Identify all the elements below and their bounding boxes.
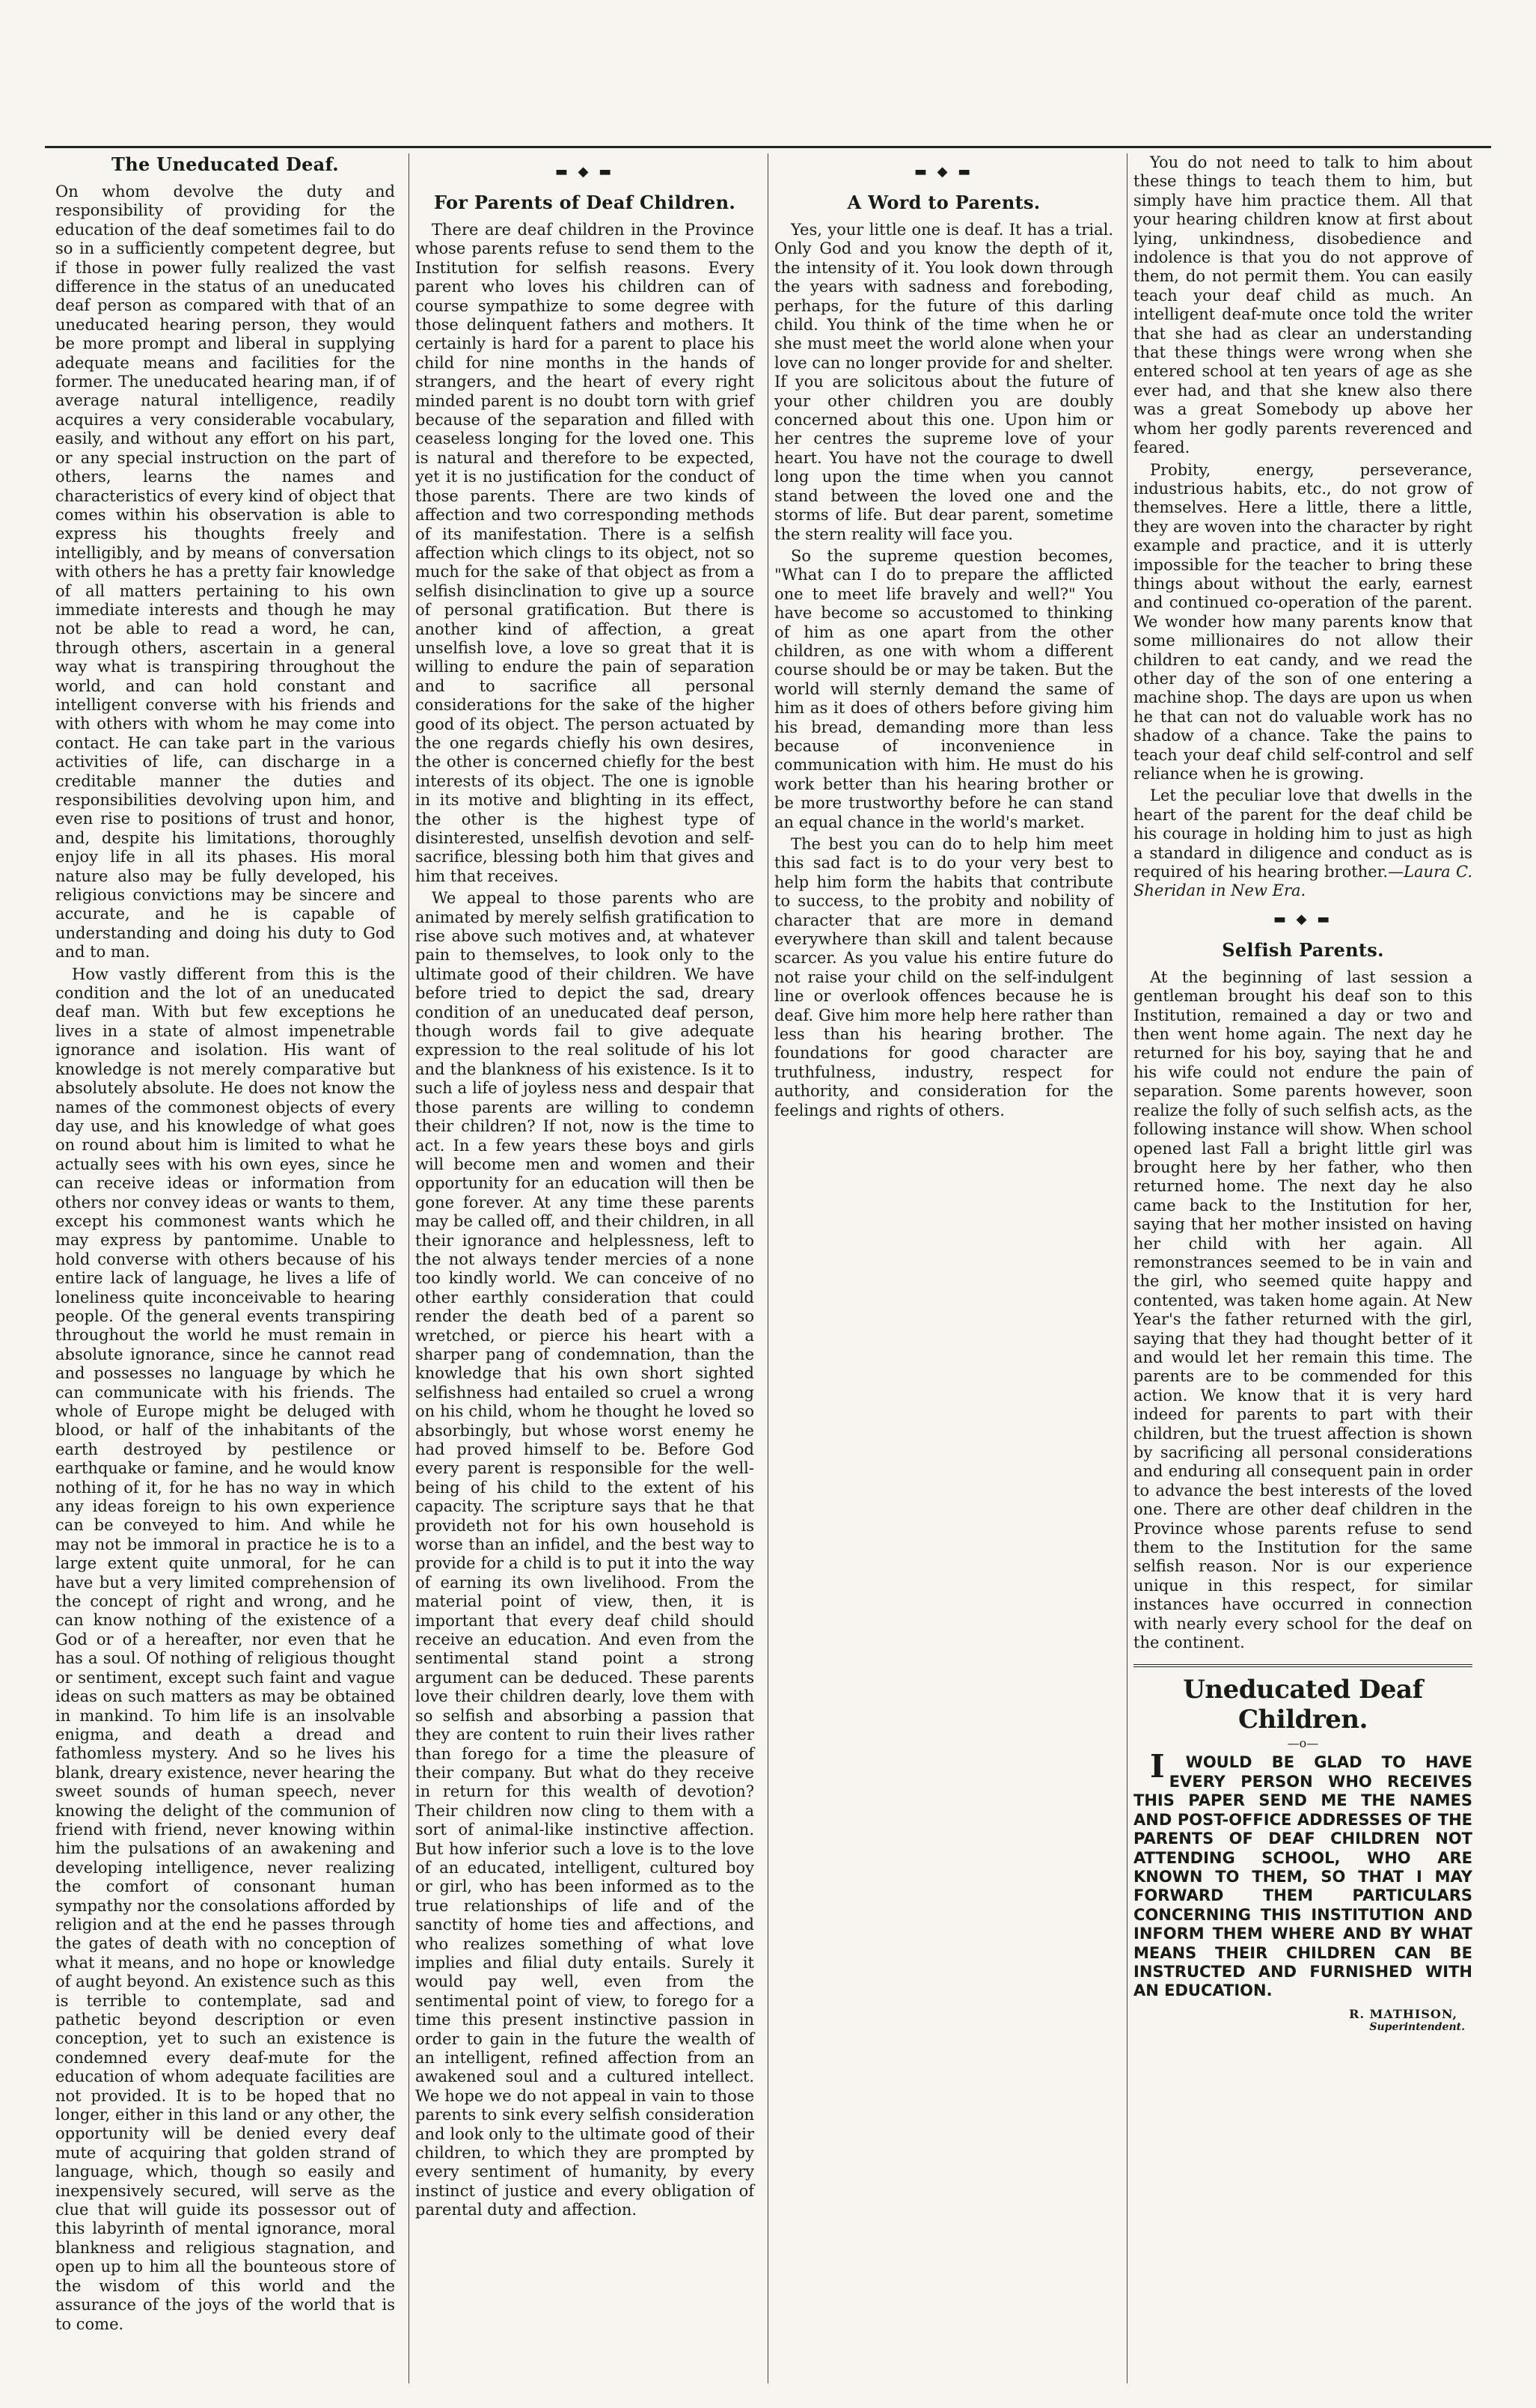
notice-box [1133,1675,1472,2032]
column-1 [49,153,401,2383]
notice-title: Uneducated Deaf Children. [1183,1675,1423,1735]
notice-rule [1133,1664,1472,1667]
article-paragraph: So the supreme question becomes, "What can I do to prepare the afflicted one to meet life bravely and well?" You have become so accustomed to thinking of him as one apart from the other children, as one with whom a different course should be or may be taken. But the world will sternly demand the same of him as it does of others before giving him his bread, demanding more than less because of inconvenience in communication with him. He must do his work better than his hearing brother or be more trustworthy before he can stand an equal chance in the world's market. [774,546,1113,831]
notice-text: WOULD BE GLAD TO HAVE EVERY PERSON WHO RECEIVES THIS PAPER SEND ME THE NAMES AND POST-OFFICE ADDRESSES OF THE PARENTS OF DEAF CHILDREN NOT ATTENDING SCHOOL, WHO ARE KNOWN TO THEM, SO THAT I MAY FORWARD THEM PARTICULARS CONCERNING THIS INSTITUTION AND INFORM THEM WHERE AND BY WHAT MEANS THEIR CHILDREN CAN BE INSTRUCTED AND FURNISHED WITH AN EDUCATION. [1133,1753,1472,2000]
column-3 [768,153,1119,2383]
article-paragraph: The best you can do to help him meet this sad fact is to do your very best to help him form the habits that contribute to success, to the probity and nobility of character that are more in demand everywhere than skill and talent because scarcer. As you value his entire future do not raise your child on the self-indulgent line or overlook offences because he is deaf. Give him more help here rather than less than his hearing brother. The foundations for good character are truthfulness, industry, respect for authority, and consideration for the feelings and rights of others. [774,835,1113,1119]
notice-signature: R. MATHISON, [1349,2006,1457,2021]
article-paragraph-text: Let the peculiar love that dwells in the heart of the parent for the deaf child be his courage in holding him to just as high a standard in diligence and conduct as is required of his hearing brother. [1133,786,1472,881]
article-title-for-parents: For Parents of Deaf Children. [434,192,735,213]
top-rule [45,146,1491,148]
notice-body [1133,1748,1472,2000]
article-separator: ▬ ◆ ▬ [914,164,974,180]
article-paragraph: At the beginning of last session a gentleman brought his deaf son to this Institution, remained a day or two and then went home again. The next day he returned for his boy, saying that he and his wife could not endure the pain of separation. Some parents however, soon realize the folly of such selfish acts, as the following instance will show. When school opened last Fall a bright little girl was brought here by her father, who then returned home. The next day he also came back to the Institution for her, saying that her mother insisted on having her child with her again. All remonstrances seemed to be in vain and the girl, who seemed quite happy and contented, was taken home again. At New Year's the father returned with the girl, saying that they had thought better of it and would let her remain this time. The parents are to be commended for this action. We know that it is very hard indeed for parents to part with their children, but the truest affection is shown by sacrificing all personal considerations and enduring all consequent pain in order to advance the best interests of the loved one. There are other deaf children in the Province whose parents refuse to send them to the Institution for the same selfish reason. Nor is our experience unique in this respect, for similar instances have occurred in connection with nearly every school for the deaf on the continent. [1133,968,1472,1652]
column-4 [1127,153,1478,2383]
column-2 [409,153,760,2383]
article-paragraph: On whom devolve the duty and responsibility of providing for the education of the deaf sometimes fail to do so in a sufficiently competent degree, but if those in power fully realized the vast difference in the status of an uneducated deaf person as compared with that of an uneducated hearing person, they would be more prompt and liberal in supplying adequate means and facilities for the former. The uneducated hearing man, if of average natural intelligence, readily acquires a very considerable vocabulary, easily, and without any effort on his part, or any special instruction on the part of others, learns the names and characteristics of every kind of object that comes within his observation is able to express his thoughts freely and intelligibly, and by means of conversation with others he has a pretty fair knowledge of all matters pertaining to his own immediate interests and though he may not be able to read a word, he can, through others, ascertain in a general way what is transpiring throughout the world, and can hold constant and intelligent converse with his friends and with others with whom he may come into contact. He can take part in the various activities of life, can discharge in a creditable manner the duties and responsibilities devolving upon him, and even rise to positions of trust and honor, and, despite his limitations, thoroughly enjoy life in all its phases. His moral nature also may be fully developed, his religious convictions may be sincere and accurate, and he is capable of understanding and doing his duty to God and to man. [55,183,395,962]
article-title-uneducated-deaf: The Uneducated Deaf. [111,153,339,175]
notice-ornament: —o— [1287,1736,1319,1751]
article-paragraph: We appeal to those parents who are animated by merely selfish gratification to rise above such motives and, at whatever pain to themselves, to look only to the ultimate good of their children. We have before tried to depict the sad, dreary condition of an uneducated deaf person, though words fail to give adequate expression to the real solitude of his lot and the blankness of his existence. Is it to such a life of joyless ness and despair that those parents are willing to condemn their children? If not, now is the time to act. In a few years these boys and girls will become men and women and their opportunity for an education will then be gone forever. At any time these parents may be called off, and their children, in all their ignorance and helplessness, left to the not always tender mercies of a none too kindly world. We can conceive of no other earthly consideration that could render the death bed of a parent so wretched, or pierce his heart with a sharper pang of condemnation, than the knowledge that his own short sighted selfishness had entailed so cruel a wrong on his child, whom he thought he loved so absorbingly, but whose worst enemy he had proved himself to be. Before God every parent is responsible for the well-being of his child to the extent of his capacity. The scripture says that he that provideth not for his own household is worse than an infidel, and the best way to provide for a child is to put it into the way of earning its own livelihood. From the material point of view, then, it is important that every deaf child should receive an education. And even from the sentimental stand point a strong argument can be deduced. These parents love their children dearly, love them with so selfish and absorbing a passion that they are content to ruin their lives rather than forego for a time the pleasure of their company. But what do they receive in return for this wealth of devotion? Their children now cling to them with a sort of animal-like instinctive affection. But how inferior such a love is to the love of an educated, intelligent, cultured boy or girl, who has been informed as to the true relationships of life and of the sanctity of home ties and affections, and who realizes something of what love implies and filial duty entails. Surely it would pay well, even from the sentimental point of view, to forego for a time this present instinctive passion in order to gain in the future the wealth of an intelligent, refined affection from an awakened soul and a cultured intellect. We hope we do not appeal in vain to those parents to sink every selfish consideration and look only to the ultimate good of their children, to which they are prompted by every sentiment of humanity, by every instinct of justice and every obligation of parental duty and affection. [415,889,754,2219]
article-paragraph: Probity, energy, perseverance, industrious habits, etc., do not grow of themselves. Here a little, there a little, they are woven into the character by right example and practice, and it is utterly impossible for the teacher to bring these things about without the early, earnest and continued co-operation of the parent. We wonder how many parents know that some millionaires do not allow their children to eat candy, and we read the other day of the son of one entering a machine shop. The days are upon us when he that can not do valuable work has no shadow of a chance. Take the pains to teach your deaf child self-control and self reliance when he is growing. [1133,460,1472,783]
article-separator: ▬ ◆ ▬ [1273,911,1333,927]
article-title-word-to-parents: A Word to Parents. [847,192,1041,213]
article-paragraph: You do not need to talk to him about these things to teach them to him, but simply have him practice them. All that your hearing children know at first about lying, unkindness, disobedience and indolence is that you do not approve of them, do not permit them. You can easily teach your deaf child as much. An intelligent deaf-mute once told the writer that she had as clear an understanding that these things were wrong when she entered school at ten years of age as she ever had, and that she knew also there was a great Somebody up above her whom her godly parents reverenced and feared. [1133,153,1472,457]
article-byline: Laura C. Sheridan in New Era. [1133,863,1473,900]
article-paragraph: Yes, your little one is deaf. It has a trial. Only God and you know the depth of it, the intensity of it. You look down through the years with sadness and foreboding, perhaps, for the future of this darling child. You think of the time when he or she must meet the world alone when your love can no longer provide for and shelter. If you are solicitous about the future of your other children you are doubly concerned about this one. Upon him or her centres the supreme love of your heart. You have not the courage to dwell long upon the time when you cannot stand between the loved one and the storms of life. But dear parent, sometime the stern reality will face you. [774,221,1113,543]
article-separator: ▬ ◆ ▬ [554,164,615,180]
article-title-selfish-parents: Selfish Parents. [1222,938,1384,961]
column-layout [49,153,1486,2383]
article-paragraph: There are deaf children in the Province whose parents refuse to send them to the Institution for selfish reasons. Every parent who loves his children can of course sympathize to some degree with those delinquent fathers and mothers. It certainly is hard for a parent to place his child for nine months in the hands of strangers, and the heart of every right minded parent is no doubt torn with grief because of the separation and filled with ceaseless longing for the loved one. This is natural and therefore to be expected, yet it is no justification for the conduct of those parents. There are two kinds of affection and two corresponding methods of its manifestation. There is a selfish affection which clings to its object, not so much for the sake of that object as from a selfish disinclination to give up a source of personal gratification. But there is another kind of affection, a great unselfish love, a love so great that it is willing to endure the pain of separation and to sacrifice all personal considerations for the sake of the higher good of its object. The person actuated by the one regards chiefly his own desires, the other is concerned chiefly for the best interests of its object. The one is ignoble in its motive and blighting in its effect, the other is the highest type of disinterested, unselfish devotion and self-sacrifice, blessing both him that gives and him that receives. [415,221,754,885]
article-paragraph: How vastly different from this is the condition and the lot of an uneducated deaf man. With but few exceptions he lives in a state of almost impenetrable ignorance and isolation. His want of knowledge is not merely comparative but absolutely absolute. He does not know the names of the commonest objects of every day use, and his knowledge of what goes on round about him is limited to what he actually sees with his own eyes, since he can receive ideas or information from others nor convey ideas or wants to them, except his commonest wants which he may express by pantomime. Unable to hold converse with others because of his entire lack of language, he lives a life of loneliness quite inconceivable to hearing people. Of the general events transpiring throughout the world he must remain in absolute ignorance, since he cannot read and possesses no language by which he can communicate with his friends. The whole of Europe might be deluged with blood, or half of the inhabitants of the earth destroyed by pestilence or earthquake or famine, and he would know nothing of it, for he has no way in which any ideas foreign to his own experience can be conveyed to him. And while he may not be immoral in practice he is to a large extent quite unmoral, for he can have but a very limited comprehension of the concept of right and wrong, and he can know nothing of the existence of a God or of a hereafter, nor even that he has a soul. Of nothing of religious thought or sentiment, except such faint and vague ideas on such matters as may be obtained in mankind. To him life is an insolvable enigma, and death a dread and fathomless mystery. And so he lives his blank, dreary existence, never hearing the sweet sounds of human speech, never knowing the delight of the communion of friend with friend, never knowing within him the pulsations of an awakening and developing intelligence, never realizing the comfort of consonant human sympathy nor the consolations afforded by religion and at the end he passes through the gates of death with no conception of what it means, and no hope or knowledge of aught beyond. An existence such as this is terrible to contemplate, sad and pathetic beyond description or even conception, yet to such an existence is condemned every deaf-mute for the education of whom adequate facilities are not provided. It is to be hoped that no longer, either in this land or any other, the opportunity will be denied every deaf mute of acquiring that golden strand of language, which, though so easily and inexpensively secured, will serve as the clue that will guide its possessor out of this labyrinth of mental ignorance, moral blankness and religious stagnation, and open up to him all the bounteous store of the wisdom of this world and the assurance of the joys of the world that is to come. [55,965,395,2333]
notice-dropcap: I [1150,1748,1165,1785]
article-paragraph: Let the peculiar love that dwells in the heart of the parent for the deaf child be his courage in holding him to just as high a standard in diligence and conduct as is required of his hearing brother.—Laura C. Sheridan in New Era. [1133,786,1473,900]
notice-role: Superintendent. [1369,2020,1465,2033]
